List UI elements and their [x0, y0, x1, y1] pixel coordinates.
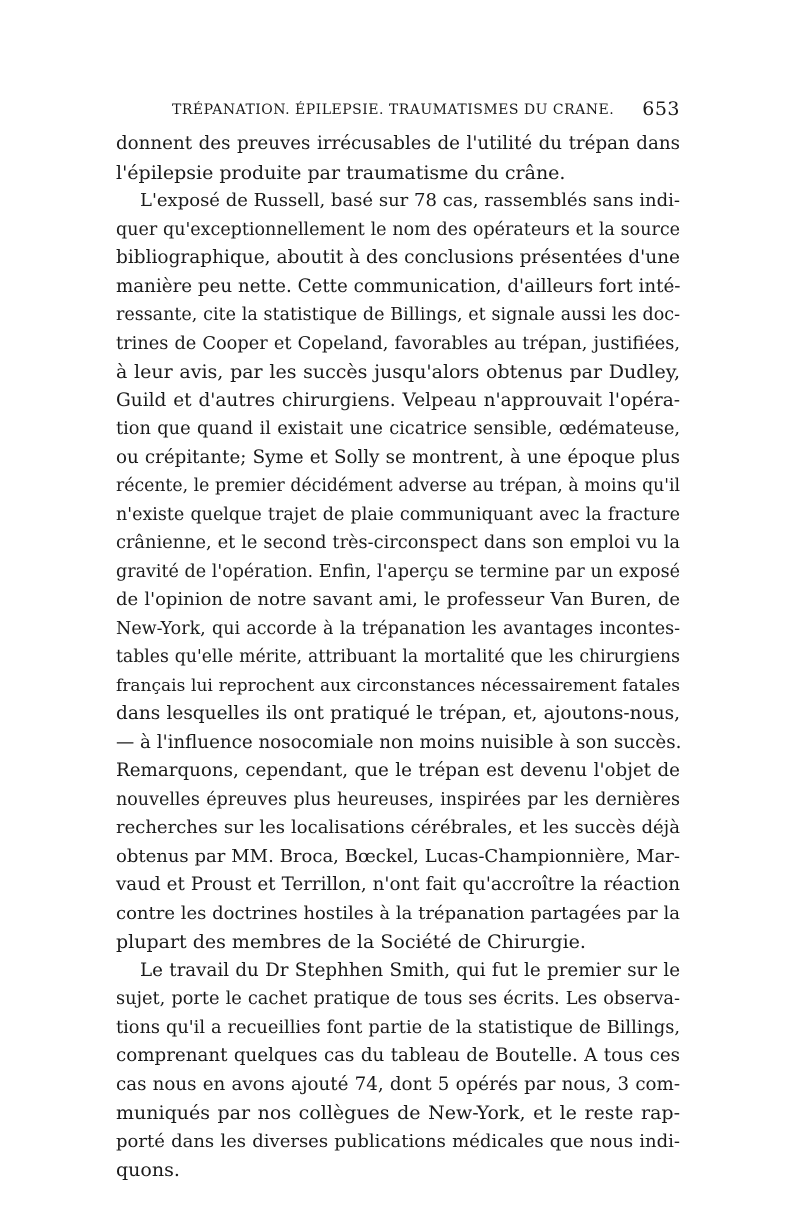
text-line: français lui reprochent aux circonstances nécessairement fatales — [116, 675, 680, 696]
text-line: vaud et Proust et Terrillon, n'ont fait qu'accroître la réaction — [116, 874, 680, 895]
text-line: trines de Cooper et Copeland, favorables au trépan, justifiées, — [116, 333, 680, 354]
text-line: bibliographique, aboutit à des conclusions présentées d'une — [116, 247, 680, 268]
text-line: ou crépitante; Syme et Solly se montrent, à une époque plus — [116, 446, 680, 468]
text-line: récente, le premier décidément adverse au trépan, à moins qu'il — [116, 476, 680, 496]
text-line: sujet, porte le cachet pratique de tous ses écrits. Les observa- — [116, 989, 680, 1009]
text-line: ressante, cite la statistique de Billings, et signale aussi les doc- — [116, 305, 680, 325]
text-line: Le travail du Dr Stephhen Smith, qui fut le premier sur le — [140, 959, 680, 981]
text-line: L'exposé de Russell, basé sur 78 cas, rassemblés sans indi- — [140, 190, 680, 211]
running-title: TRÉPANATION. ÉPILEPSIE. TRAUMATISMES DU CRANE. — [172, 102, 615, 118]
text-line: New-York, qui accorde à la trépanation les avantages incontes- — [116, 618, 680, 639]
text-line: porté dans les diverses publications médicales que nous indi- — [116, 1130, 680, 1152]
text-line: — à l'influence nosocomiale non moins nuisible à son succès. — [116, 731, 682, 753]
text-line: nouvelles épreuves plus heureuses, inspirées par les dernières — [116, 789, 680, 810]
text-line: Guild et d'autres chirurgiens. Velpeau n'approuvait l'opéra- — [116, 389, 680, 411]
body-text — [116, 130, 680, 1185]
text-line: à leur avis, par les succès jusqu'alors obtenus par Dudley, — [116, 361, 680, 383]
text-line: tables qu'elle mérite, attribuant la mortalité que les chirurgiens — [116, 647, 680, 667]
page-number: 653 — [642, 98, 680, 120]
text-line: dans lesquelles ils ont pratiqué le trépan, et, ajoutons-nous, — [116, 703, 680, 724]
text-line: obtenus par MM. Broca, Bœckel, Lucas-Championnière, Mar- — [116, 845, 680, 867]
text-line: Remarquons, cependant, que le trépan est devenu l'objet de — [116, 760, 680, 781]
text-line: contre les doctrines hostiles à la trépanation partagées par la — [116, 902, 680, 924]
text-line: cas nous en avons ajouté 74, dont 5 opérés par nous, 3 com- — [116, 1073, 680, 1095]
text-line: l'épilepsie produite par traumatisme du crâne. — [116, 161, 566, 184]
running-head — [172, 98, 680, 124]
text-line: comprenant quelques cas du tableau de Boutelle. A tous ces — [116, 1045, 680, 1066]
text-line: plupart des membres de la Société de Chirurgie. — [116, 931, 586, 953]
text-line: tion que quand il existait une cicatrice sensible, œdémateuse, — [116, 419, 680, 439]
text-line: recherches sur les localisations cérébrales, et les succès déjà — [116, 817, 680, 838]
text-line: tions qu'il a recueillies font partie de la statistique de Billings, — [116, 1017, 680, 1038]
text-line: n'existe quelque trajet de plaie communiquant avec la fracture — [116, 504, 680, 525]
text-line: manière peu nette. Cette communication, d'ailleurs fort inté- — [116, 275, 681, 297]
text-line: donnent des preuves irrécusables de l'utilité du trépan dans — [116, 133, 680, 154]
text-line: quons. — [116, 1159, 180, 1181]
text-line: muniqués par nos collègues de New-York, et le reste rap- — [116, 1102, 680, 1124]
text-line: gravité de l'opération. Enfin, l'aperçu se termine par un exposé — [116, 561, 680, 582]
text-line: quer qu'exceptionnellement le nom des opérateurs et la source — [116, 219, 680, 240]
text-line: de l'opinion de notre savant ami, le professeur Van Buren, de — [116, 589, 680, 610]
text-line: crânienne, et le second très-circonspect dans son emploi vu la — [116, 533, 680, 553]
